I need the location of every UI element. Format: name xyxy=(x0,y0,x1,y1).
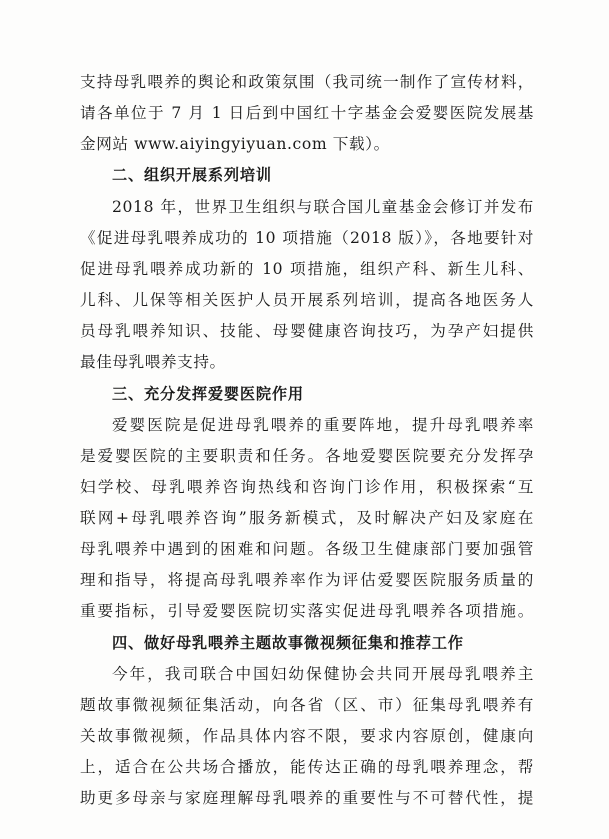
paragraph-line: 是爱婴医院的主要职责和任务。各地爱婴医院要充分发挥孕 xyxy=(80,447,534,465)
paragraph-line: 助更多母亲与家庭理解母乳喂养的重要性与不可替代性，提 xyxy=(80,789,534,807)
paragraph-line: 促进母乳喂养成功新的 10 项措施，组织产科、新生儿科、 xyxy=(80,260,534,278)
paragraph-line: 爱婴医院是促进母乳喂养的重要阵地，提升母乳喂养率 xyxy=(112,416,534,434)
paragraph-line: 2018 年，世界卫生组织与联合国儿童基金会修订并发布 xyxy=(112,198,534,216)
paragraph-line: 今年，我司联合中国妇幼保健协会共同开展母乳喂养主 xyxy=(112,665,534,683)
paragraph-line: 员母乳喂养知识、技能、母婴健康咨询技巧，为孕产妇提供 xyxy=(80,322,534,340)
paragraph-line: 关故事微视频，作品具体内容不限，要求内容原创，健康向 xyxy=(80,727,534,745)
paragraph-line: 题故事微视频征集活动，向各省（区、市）征集母乳喂养有 xyxy=(80,696,534,714)
paragraph-line: 联网+母乳喂养咨询”服务新模式，及时解决产妇及家庭在 xyxy=(80,509,534,527)
paragraph-line: 理和指导，将提高母乳喂养率作为评估爱婴医院服务质量的 xyxy=(80,571,534,589)
section-heading: 二、组织开展系列培训 xyxy=(112,166,272,184)
paragraph-line: 金网站 www.aiyingyiyuan.com 下载）。 xyxy=(80,135,390,153)
section-heading: 三、充分发挥爱婴医院作用 xyxy=(112,385,304,403)
paragraph-line: 支持母乳喂养的舆论和政策氛围（我司统一制作了宣传材料， xyxy=(80,73,534,91)
section-heading: 四、做好母乳喂养主题故事微视频征集和推荐工作 xyxy=(112,634,464,652)
paragraph-line: 上，适合在公共场合播放，能传达正确的母乳喂养理念，帮 xyxy=(80,758,534,776)
paragraph-line: 《促进母乳喂养成功的 10 项措施（2018 版）》，各地要针对 xyxy=(80,229,534,247)
paragraph-line: 妇学校、母乳喂养咨询热线和咨询门诊作用，积极探索“互 xyxy=(80,478,534,496)
paragraph-line: 母乳喂养中遇到的困难和问题。各级卫生健康部门要加强管 xyxy=(80,540,534,558)
paragraph-line: 重要指标，引导爱婴医院切实落实促进母乳喂养各项措施。 xyxy=(80,602,534,620)
paragraph-line: 请各单位于 7 月 1 日后到中国红十字基金会爱婴医院发展基 xyxy=(80,104,534,122)
paragraph-line: 儿科、儿保等相关医护人员开展系列培训，提高各地医务人 xyxy=(80,291,534,309)
paragraph-line: 最佳母乳喂养支持。 xyxy=(80,353,226,371)
